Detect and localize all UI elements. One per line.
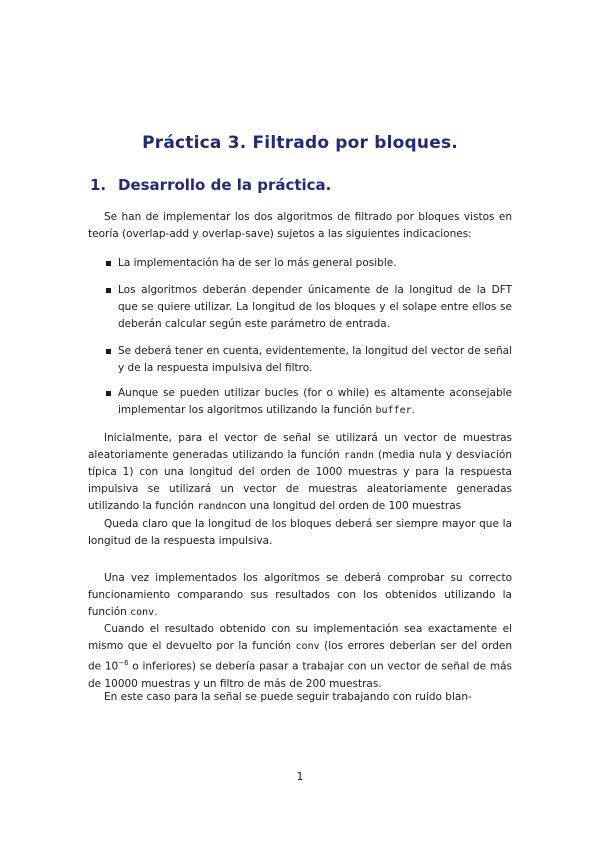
- list-item: [106, 282, 512, 333]
- list-item: [106, 255, 512, 272]
- section-heading: [90, 176, 331, 194]
- page-number: 1: [296, 770, 304, 783]
- punctuation: .: [154, 606, 158, 618]
- list-item-text: La implementación ha de ser lo más general posible.: [118, 257, 397, 269]
- page-title: Práctica 3. Filtrado por bloques.: [142, 133, 458, 153]
- section-title: Desarrollo de la práctica.: [118, 176, 332, 194]
- text: con una longitud del orden de 100 muestras: [227, 500, 462, 512]
- text: (media nula y desviación típica 1) con una longitud del orden de 1000 muestras y para la respuesta impulsiva se utilizará un vector de muestras aleatoriamente generadas utilizando la función: [88, 449, 512, 512]
- list-item-text: Los algoritmos deberán depender únicamente de la longitud de la DFT que se quiere utilizar. La longitud de los bloques y el solape entre ellos se deberán calcular según este parámetro de entrada.: [118, 284, 512, 330]
- block-paragraph: Queda claro que la longitud de los bloques deberá ser siempre mayor que la longitud de la respuesta impulsiva.: [88, 518, 512, 547]
- verify-paragraph: [88, 570, 512, 621]
- list-item-text: Aunque se pueden utilizar bucles (for o while) es altamente aconsejable implementar los algoritmos utilizando la función: [118, 387, 512, 416]
- code-buffer: buffer: [375, 405, 412, 416]
- code-conv: conv: [295, 641, 320, 652]
- text: (los errores deberían ser del orden de 10: [88, 640, 512, 673]
- list-item: [106, 343, 512, 377]
- list-item-text: Se deberá tener en cuenta, evidentemente, la longitud del vector de señal y de la respuesta impulsiva del filtro.: [118, 345, 512, 374]
- list-item: [106, 385, 512, 419]
- punctuation: .: [411, 404, 415, 416]
- bullet-icon: [106, 288, 111, 293]
- text: o inferiores) se debería pasar a trabajar con un vector de señal de más de 10000 muestras y un filtro de más de 200 muestras.: [88, 660, 512, 690]
- code-conv: conv: [130, 607, 155, 618]
- section-number: 1.: [90, 176, 107, 194]
- result-paragraph: [88, 621, 512, 693]
- bullet-icon: [106, 261, 111, 266]
- intro-paragraph: Se han de implementar los dos algoritmos de filtrado por bloques vistos en teoría (overlap-add y overlap-save) sujetos a las siguientes indicaciones:: [88, 211, 512, 240]
- last-paragraph: En este caso para la señal se puede seguir trabajando con ruido blan-: [104, 691, 472, 703]
- code-randn: randn: [343, 450, 374, 461]
- initial-paragraph: [88, 430, 512, 515]
- text: Una vez implementados los algoritmos se deberá comprobar su correcto funcionamiento comparando sus resultados con los obtenidos utilizando la función: [88, 572, 512, 618]
- exponent: −6: [118, 659, 129, 667]
- bullet-icon: [106, 391, 111, 396]
- bullet-icon: [106, 349, 111, 354]
- code-randn: randn: [197, 501, 228, 512]
- text: Inicialmente, para el vector de señal se utilizará un vector de muestras aleatoriamente generadas utilizando la función: [88, 432, 512, 461]
- text: Cuando el resultado obtenido con su implementación sea exactamente el mismo que el devuelto por la función: [88, 623, 512, 652]
